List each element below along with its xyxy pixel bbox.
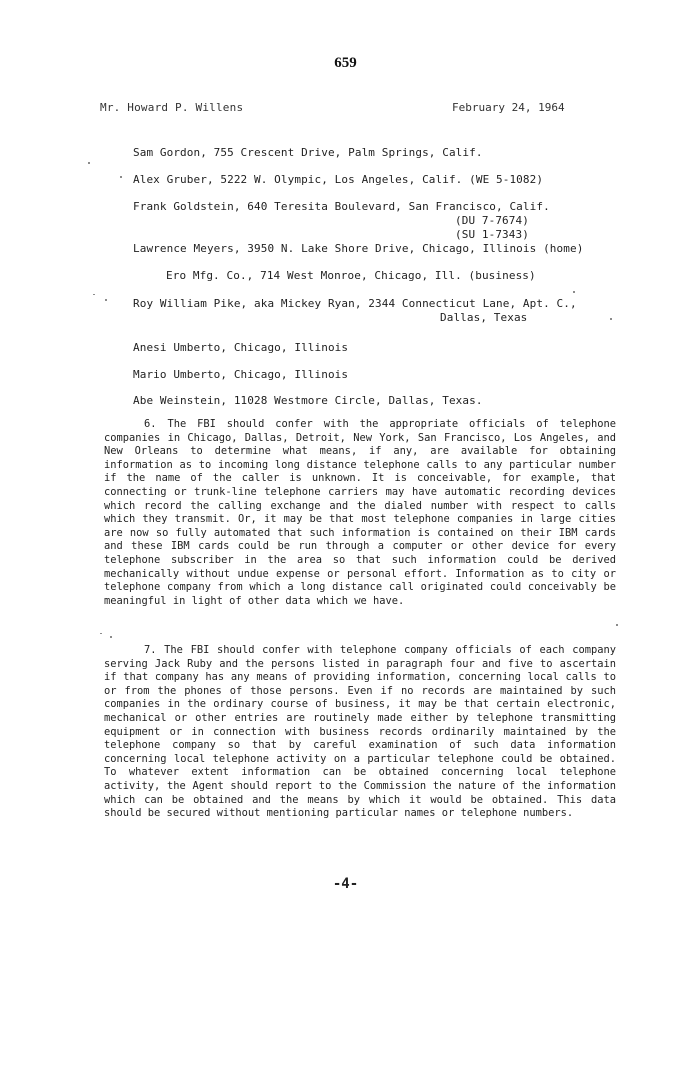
contact-phone: (SU 1-7343) <box>455 228 529 241</box>
contact-line: Abe Weinstein, 11028 Westmore Circle, Dallas, Texas. <box>133 394 483 407</box>
memo-recipient: Mr. Howard P. Willens <box>100 101 244 114</box>
contact-line: Sam Gordon, 755 Crescent Drive, Palm Springs, Calif. <box>133 146 483 159</box>
contact-line: Anesi Umberto, Chicago, Illinois <box>133 341 349 354</box>
contact-line: Ero Mfg. Co., 714 West Monroe, Chicago, Ill. (business) <box>166 269 536 282</box>
paragraph-6 <box>104 418 616 608</box>
paragraph-7 <box>104 644 616 821</box>
contact-line: Roy William Pike, aka Mickey Ryan, 2344 Connecticut Lane, Apt. C., <box>133 297 577 310</box>
contact-line: Dallas, Texas <box>440 311 528 324</box>
page-footer: -4- <box>332 876 359 892</box>
scan-speck <box>88 162 90 164</box>
paragraph-text: The FBI should confer with the appropriate officials of telephone companies in Chicago, Dallas, Detroit, New York, San Francisco, Los Angeles, and New Orleans to determine what means, if any, are available for obtaining information as to incoming long distance telephone calls to any particular number if the name of the caller is unknown. It is conceivable, for example, that connecting or trunk-line telephone carriers may have automatic recording devices which record the calling exchange and the dialed number with respect to calls which they transmit. Or, it may be that most telephone companies in large cities are now so fully automated that such information is contained on their IBM cards and these IBM cards could be run through a computer or other device for every telephone subscriber in the area so that such information could be derived mechanically without undue expense or personal effort. Information as to city or telephone company from which a long distance call originated could conceivably be meaningful in light of other data which we have. <box>104 418 616 607</box>
scan-speck <box>616 624 618 626</box>
scan-speck <box>105 299 107 301</box>
scan-speck <box>610 318 612 320</box>
paragraph-number: 7. <box>144 644 157 656</box>
paragraph-number: 6. <box>144 418 157 430</box>
contact-phone: (DU 7-7674) <box>455 214 529 227</box>
scan-speck <box>93 294 95 295</box>
scan-speck <box>573 291 575 293</box>
contact-line: Lawrence Meyers, 3950 N. Lake Shore Drive, Chicago, Illinois (home) <box>133 242 584 255</box>
contact-line: Frank Goldstein, 640 Teresita Boulevard, San Francisco, Calif. <box>133 200 550 213</box>
scan-speck <box>100 633 102 634</box>
memo-date: February 24, 1964 <box>452 101 565 114</box>
contact-line: Mario Umberto, Chicago, Illinois <box>133 368 349 381</box>
contact-line: Alex Gruber, 5222 W. Olympic, Los Angeles, Calif. (WE 5-1082) <box>133 173 544 186</box>
scan-speck <box>120 176 122 178</box>
scan-speck <box>110 636 112 638</box>
paragraph-text: The FBI should confer with telephone company officials of each company serving Jack Ruby and the persons listed in paragraph four and five to ascertain if that company has any means of providing information, concerning local calls to or from the phones of those persons. Even if no records are maintained by such companies in the ordinary course of business, it may be that certain electronic, mechanical or other entries are routinely made either by telephone transmitting equipment or in connection with business records ordinarily maintained by the telephone company so that by careful examination of such data information concerning local telephone activity on a particular telephone could be obtained. To whatever extent information can be obtained concerning local telephone activity, the Agent should report to the Commission the nature of the information which can be obtained and the means by which it would be obtained. This data should be secured without mentioning particular names or telephone numbers. <box>104 644 616 820</box>
page-number: 659 <box>334 55 357 71</box>
